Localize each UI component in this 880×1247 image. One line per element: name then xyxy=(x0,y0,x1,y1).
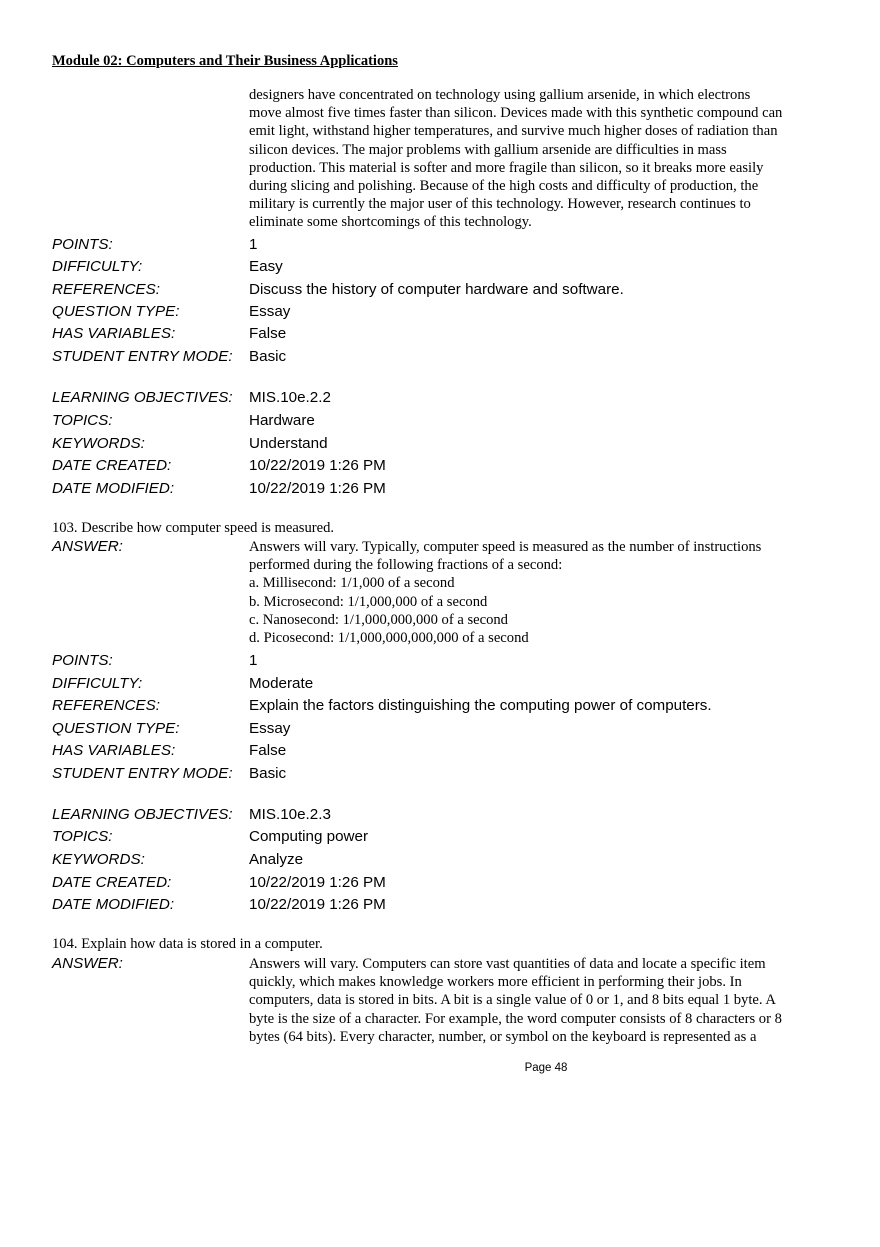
meta-label: DATE CREATED: xyxy=(52,457,172,474)
meta-label: TOPICS: xyxy=(52,828,113,845)
meta-label: LEARNING OBJECTIVES: xyxy=(52,806,233,823)
answer-line: eliminate some shortcomings of this technology. xyxy=(249,214,532,231)
question-104: 104. Explain how data is stored in a computer. xyxy=(52,936,323,952)
meta-value: 10/22/2019 1:26 PM xyxy=(249,874,386,891)
answer-104 xyxy=(249,955,834,1046)
meta-label: DIFFICULTY: xyxy=(52,675,143,692)
meta-value: Hardware xyxy=(249,412,315,429)
meta-label: QUESTION TYPE: xyxy=(52,720,180,737)
answer-label: ANSWER: xyxy=(52,955,123,972)
meta-value: Essay xyxy=(249,303,291,320)
meta-label: QUESTION TYPE: xyxy=(52,303,180,320)
meta-value: 1 xyxy=(249,236,258,253)
meta-label: DIFFICULTY: xyxy=(52,258,143,275)
answer-line: Answers will vary. Typically, computer speed is measured as the number of instructions xyxy=(249,539,762,555)
meta-value: Analyze xyxy=(249,851,304,868)
answer-line: bytes (64 bits). Every character, number, or symbol on the keyboard is represented as a xyxy=(249,1028,757,1045)
meta-value: 10/22/2019 1:26 PM xyxy=(249,896,386,913)
meta-value: Basic xyxy=(249,765,287,782)
meta-value: 10/22/2019 1:26 PM xyxy=(249,480,386,497)
meta-value: 1 xyxy=(249,652,258,669)
meta-label: HAS VARIABLES: xyxy=(52,742,176,759)
meta-label: KEYWORDS: xyxy=(52,851,145,868)
answer-103 xyxy=(249,538,834,647)
answer-line: military is currently the major user of this technology. However, research continues to xyxy=(249,196,751,213)
meta-label: STUDENT ENTRY MODE: xyxy=(52,765,233,782)
meta-label: KEYWORDS: xyxy=(52,435,145,452)
answer-line: production. This material is softer and more fragile than silicon, so it breaks more easily xyxy=(249,159,764,176)
answer-line: during slicing and polishing. Because of the high costs and difficulty of production, the xyxy=(249,178,759,195)
answer-line: c. Nanosecond: 1/1,000,000,000 of a second xyxy=(249,611,508,628)
meta-label: TOPICS: xyxy=(52,412,113,429)
meta-value: MIS.10e.2.2 xyxy=(249,389,331,406)
meta-value: Moderate xyxy=(249,675,314,692)
meta-label: DATE MODIFIED: xyxy=(52,896,175,913)
answer-continuation xyxy=(249,86,834,232)
meta-value: Explain the factors distinguishing the computing power of computers. xyxy=(249,697,712,714)
answer-line: b. Microsecond: 1/1,000,000 of a second xyxy=(249,593,488,610)
answer-line: move almost five times faster than silicon. Devices made with this synthetic compound can xyxy=(249,105,783,122)
answer-line: byte is the size of a character. For example, the word computer consists of 8 characters or 8 xyxy=(249,1010,782,1027)
question-103: 103. Describe how computer speed is measured. xyxy=(52,520,335,536)
answer-line: d. Picosecond: 1/1,000,000,000,000 of a second xyxy=(249,630,529,647)
answer-line: silicon devices. The major problems with gallium arsenide are difficulties in mass xyxy=(249,141,727,158)
answer-label: ANSWER: xyxy=(52,538,123,555)
meta-value: MIS.10e.2.3 xyxy=(249,806,331,823)
meta-label: REFERENCES: xyxy=(52,281,161,298)
answer-line: computers, data is stored in bits. A bit is a single value of 0 or 1, and 8 bits equal 1 byte. A xyxy=(249,992,776,1009)
meta-label: REFERENCES: xyxy=(52,697,161,714)
answer-line: performed during the following fractions of a second: xyxy=(249,557,563,574)
meta-label: POINTS: xyxy=(52,236,113,253)
meta-label: HAS VARIABLES: xyxy=(52,325,176,342)
meta-value: 10/22/2019 1:26 PM xyxy=(249,457,386,474)
meta-value: Basic xyxy=(249,348,287,365)
meta-label: DATE MODIFIED: xyxy=(52,480,175,497)
meta-value: Understand xyxy=(249,435,328,452)
meta-value: False xyxy=(249,325,287,342)
page-number: Page 48 xyxy=(524,1062,568,1074)
meta-value: False xyxy=(249,742,287,759)
answer-line: a. Millisecond: 1/1,000 of a second xyxy=(249,575,455,592)
meta-value: Discuss the history of computer hardware and software. xyxy=(249,281,624,298)
answer-line: Answers will vary. Computers can store vast quantities of data and locate a specific item xyxy=(249,956,766,972)
meta-value: Easy xyxy=(249,258,283,275)
answer-line: designers have concentrated on technology using gallium arsenide, in which electrons xyxy=(249,87,751,103)
meta-label: STUDENT ENTRY MODE: xyxy=(52,348,233,365)
meta-value: Computing power xyxy=(249,828,369,845)
module-header: Module 02: Computers and Their Business Applications xyxy=(52,53,398,69)
meta-label: POINTS: xyxy=(52,652,113,669)
answer-line: emit light, withstand higher temperatures, and survive much higher doses of radiation than xyxy=(249,123,778,140)
meta-label: DATE CREATED: xyxy=(52,874,172,891)
meta-label: LEARNING OBJECTIVES: xyxy=(52,389,233,406)
meta-value: Essay xyxy=(249,720,291,737)
answer-line: quickly, which makes knowledge workers more efficient in performing their jobs. In xyxy=(249,974,742,991)
